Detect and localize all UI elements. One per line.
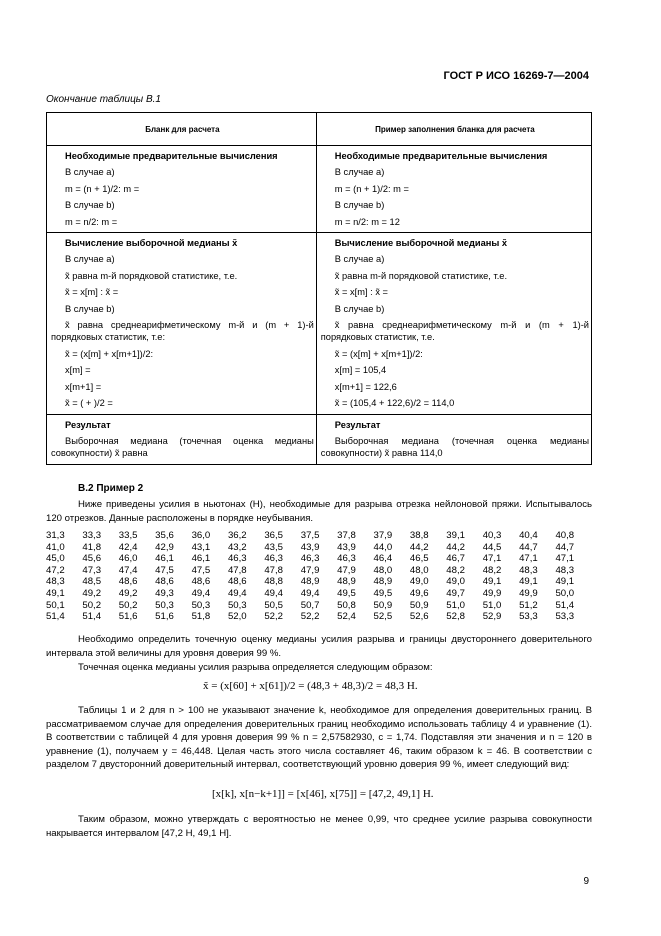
section-title: Результат — [334, 419, 381, 430]
section-title: Результат — [65, 419, 111, 430]
data-cell: 49,5 — [373, 587, 393, 599]
data-cell: 44,2 — [446, 541, 465, 553]
data-cell: 36,2 — [227, 530, 247, 541]
form-line: x̃ = ( + )/2 = — [65, 398, 113, 409]
form-line: В случае b) — [65, 303, 115, 314]
data-cell: 46,7 — [446, 553, 465, 565]
data-cell: 47,9 — [300, 564, 320, 576]
data-cell: 35,6 — [155, 530, 174, 541]
data-row — [46, 600, 592, 612]
data-cell: 42,9 — [155, 541, 174, 553]
data-cell: 49,1 — [519, 576, 538, 588]
data-cell: 48,3 — [555, 564, 575, 576]
form-line: m = (n + 1)/2: m = — [65, 183, 140, 194]
data-cell: 49,1 — [482, 576, 502, 588]
data-cell: 48,0 — [409, 564, 429, 576]
form-line: m = n/2: m = 12 — [334, 216, 400, 227]
data-cell: 53,3 — [555, 611, 575, 623]
section-title: Необходимые предварительные вычисления — [334, 151, 548, 161]
form-line: x[m] = — [65, 365, 91, 376]
data-cell: 36,0 — [191, 530, 211, 541]
data-cell: 50,7 — [300, 599, 320, 611]
data-cell: 40,4 — [519, 530, 538, 541]
data-cell: 44,7 — [519, 541, 538, 553]
left-section-result — [47, 414, 317, 464]
data-cell: 45,0 — [46, 553, 65, 565]
data-cell: 44,2 — [409, 541, 429, 553]
data-cell: 43,9 — [300, 541, 320, 553]
data-cell: 52,9 — [482, 611, 502, 623]
data-cell: 49,2 — [118, 587, 138, 599]
form-line: m = (n + 1)/2: m = — [334, 183, 409, 194]
data-cell: 46,3 — [227, 553, 247, 565]
paragraph: Точечная оценка медианы усилия разрыва определяется следующим образом: — [78, 662, 433, 674]
data-cell: 49,6 — [409, 587, 429, 599]
data-cell: 48,6 — [155, 576, 174, 588]
form-line: x̃ равна среднеарифметическому m-й и (m + 1)-й порядковых статистик, т.е: — [51, 320, 314, 343]
data-cell: 49,1 — [555, 576, 575, 588]
data-cell: 43,2 — [227, 541, 247, 553]
form-line: m = n/2: m = — [65, 216, 118, 227]
data-cell: 51,0 — [482, 599, 502, 611]
data-cell: 49,9 — [519, 587, 538, 599]
data-cell: 47,1 — [482, 553, 502, 565]
data-cell: 40,3 — [482, 530, 502, 541]
data-cell: 33,5 — [118, 530, 138, 541]
data-cell: 46,1 — [191, 553, 211, 565]
data-cell: 52,6 — [409, 611, 429, 623]
form-line: Выборочная медиана (точечная оценка медианы совокупности) x̃ равна 114,0 — [320, 436, 589, 459]
data-cell: 49,3 — [155, 587, 174, 599]
form-line: Выборочная медиана (точечная оценка медианы совокупности) x̃ равна — [51, 436, 314, 459]
text-block-1 — [46, 633, 592, 675]
section-title: Вычисление выборочной медианы x̃ — [334, 238, 508, 249]
form-line: x̃ равна m-й порядковой статистике, т.е. — [334, 270, 508, 281]
data-cell: 51,8 — [191, 611, 211, 623]
data-cell: 48,8 — [264, 576, 284, 588]
data-cell: 51,0 — [446, 599, 465, 611]
data-cell: 47,8 — [227, 564, 247, 576]
data-cell: 52,2 — [300, 611, 320, 623]
data-cell: 37,9 — [373, 530, 393, 541]
left-section-median — [47, 233, 317, 415]
data-row — [46, 542, 592, 554]
form-line: В случае b) — [334, 303, 385, 314]
data-cell: 48,6 — [118, 576, 138, 588]
data-cell: 50,1 — [46, 599, 65, 611]
data-cell: 48,2 — [482, 564, 502, 576]
text-block-3 — [46, 813, 592, 840]
data-cell: 37,8 — [337, 530, 356, 541]
form-line: В случае а) — [334, 254, 385, 265]
data-cell: 47,8 — [264, 564, 284, 576]
calculation-form-table — [46, 112, 592, 465]
data-cell: 48,2 — [446, 564, 465, 576]
data-cell: 46,3 — [300, 553, 320, 565]
data-cell: 50,5 — [264, 599, 284, 611]
data-cell: 50,9 — [409, 599, 429, 611]
data-cell: 52,4 — [337, 611, 356, 623]
data-cell: 46,3 — [264, 553, 284, 565]
data-cell: 49,1 — [46, 587, 65, 599]
interval-formula: [x[k], x[n−k+1]] = [x[46], x[75]] = [47,2, 49,1] Н. — [212, 788, 434, 800]
data-cell: 43,5 — [264, 541, 284, 553]
column-header-example: Пример заполнения бланка для расчета — [316, 113, 591, 146]
data-cell: 41,8 — [82, 541, 102, 553]
column-header-form: Бланк для расчета — [47, 113, 317, 146]
data-cell: 44,7 — [555, 541, 575, 553]
data-cell: 46,4 — [373, 553, 393, 565]
data-cell: 47,2 — [46, 564, 65, 576]
data-cell: 37,5 — [300, 530, 320, 541]
data-row — [46, 611, 592, 623]
data-cell: 47,1 — [519, 553, 538, 565]
data-cell: 49,5 — [337, 587, 356, 599]
data-cell: 48,9 — [300, 576, 320, 588]
document-header: ГОСТ Р ИСО 16269-7—2004 — [443, 70, 589, 82]
form-line: x[m] = 105,4 — [334, 365, 387, 376]
right-section-preliminary — [316, 146, 591, 233]
data-cell: 47,5 — [191, 564, 211, 576]
data-cell: 43,1 — [191, 541, 211, 553]
page-number: 9 — [583, 876, 589, 887]
data-cell: 48,6 — [227, 576, 247, 588]
data-row — [46, 588, 592, 600]
data-cell: 46,0 — [118, 553, 138, 565]
data-cell: 49,4 — [300, 587, 320, 599]
data-cell: 49,7 — [446, 587, 465, 599]
data-cell: 48,0 — [373, 564, 393, 576]
data-cell: 51,6 — [155, 611, 174, 623]
data-cell: 49,0 — [409, 576, 429, 588]
data-cell: 48,3 — [46, 576, 65, 588]
form-line: x̃ = (105,4 + 122,6)/2 = 114,0 — [334, 398, 455, 409]
paragraph: Необходимо определить точечную оценку медианы усилия разрыва и границы двустороннего доверительного интервала этой величины для уровня доверия 99 %. — [46, 634, 592, 659]
data-cell: 38,8 — [409, 530, 429, 541]
left-section-preliminary — [47, 146, 317, 233]
data-cell: 48,6 — [191, 576, 211, 588]
data-cell: 50,8 — [337, 599, 356, 611]
form-line: В случае а) — [65, 254, 115, 265]
data-cell: 48,5 — [82, 576, 102, 588]
data-cell: 52,2 — [264, 611, 284, 623]
data-cell: 46,3 — [337, 553, 356, 565]
paragraph: Таким образом, можно утверждать с вероятностью не менее 0,99, что среднее усилие разрыва совокупности накрывается интервалом [47,2 Н, 49,1 Н]. — [46, 814, 592, 839]
data-cell: 39,1 — [446, 530, 465, 541]
data-cell: 48,3 — [519, 564, 538, 576]
data-row — [46, 565, 592, 577]
data-table — [46, 530, 592, 623]
data-cell: 51,4 — [82, 611, 102, 623]
data-cell: 51,6 — [118, 611, 138, 623]
data-cell: 52,0 — [227, 611, 247, 623]
form-line: В случае b) — [65, 200, 115, 211]
right-section-median — [316, 233, 591, 415]
data-cell: 46,5 — [409, 553, 429, 565]
data-cell: 46,1 — [155, 553, 174, 565]
data-cell: 40,8 — [555, 530, 575, 541]
section-title: Необходимые предварительные вычисления — [65, 151, 278, 161]
median-formula: x̃ = (x[60] + x[61])/2 = (48,3 + 48,3)/2 = 48,3 Н. — [203, 680, 418, 692]
form-line: x̃ = x[m] : x̃ = — [65, 287, 119, 298]
intro-paragraph — [46, 498, 592, 525]
form-line: x̃ равна m-й порядковой статистике, т.е. — [65, 270, 238, 281]
section-title: Вычисление выборочной медианы x̃ — [65, 238, 238, 249]
form-line: x̃ = x[m] : x̃ = — [334, 287, 388, 298]
data-cell: 51,2 — [519, 599, 538, 611]
data-cell: 47,3 — [82, 564, 102, 576]
data-cell: 47,1 — [555, 553, 575, 565]
data-cell: 50,9 — [373, 599, 393, 611]
data-cell: 49,4 — [191, 587, 211, 599]
data-cell: 41,0 — [46, 541, 65, 553]
data-cell: 51,4 — [555, 599, 575, 611]
data-cell: 50,2 — [82, 599, 102, 611]
data-row — [46, 576, 592, 588]
data-cell: 49,9 — [482, 587, 502, 599]
data-cell: 42,4 — [118, 541, 138, 553]
form-line: В случае а) — [65, 167, 115, 178]
form-line: x[m+1] = — [65, 381, 102, 392]
data-row — [46, 553, 592, 565]
form-line: x̃ = (x[m] + x[m+1])/2: — [334, 349, 423, 360]
data-cell: 45,6 — [82, 553, 102, 565]
data-cell: 51,4 — [46, 611, 65, 623]
data-cell: 47,9 — [337, 564, 356, 576]
data-cell: 48,9 — [373, 576, 393, 588]
data-cell: 53,3 — [519, 611, 538, 623]
data-cell: 47,4 — [118, 564, 138, 576]
data-row — [46, 530, 592, 542]
form-line: В случае b) — [334, 200, 385, 211]
data-cell: 43,9 — [337, 541, 356, 553]
form-line: x̃ равна среднеарифметическому m-й и (m + 1)-й порядковых статистик, т.е. — [320, 320, 589, 343]
data-cell: 49,4 — [227, 587, 247, 599]
data-cell: 44,5 — [482, 541, 502, 553]
data-cell: 33,3 — [82, 530, 102, 541]
data-cell: 50,3 — [155, 599, 174, 611]
form-line: x[m+1] = 122,6 — [334, 381, 397, 392]
data-cell: 50,3 — [227, 599, 247, 611]
form-line: x̃ = (x[m] + x[m+1])/2: — [65, 349, 154, 360]
data-cell: 52,8 — [446, 611, 465, 623]
data-cell: 36,5 — [264, 530, 284, 541]
data-cell: 50,0 — [555, 587, 575, 599]
data-cell: 49,0 — [446, 576, 465, 588]
table-caption: Окончание таблицы В.1 — [46, 94, 161, 105]
form-line: В случае а) — [334, 167, 385, 178]
data-cell: 31,3 — [46, 530, 65, 541]
data-cell: 50,2 — [118, 599, 138, 611]
paragraph: Таблицы 1 и 2 для n > 100 не указывают значение k, необходимое для определения доверительных границ. В рассматриваемом случае для определения доверительных границ необходимо использовать таблицу 4 и уравнение (1). В соответствии с таблицей 4 для уровня доверия 99 % n = 2,57582930, c = 1,74. Подставляя эти значения и n = 120 в уравнение (1), получаем y = 46,448. Целая часть этого числа составляет 46, таким образом k = 46. В соответствии с разделом 7 двусторонний доверительный интервал, соответствующий уровню доверия 99 %, имеет следующий вид: — [46, 705, 592, 771]
paragraph: Ниже приведены усилия в ньютонах (Н), необходимые для разрыва отрезка нейлоновой пряжи. Испытывалось 120 отрезков. Данные расположены в порядке неубывания. — [46, 499, 592, 524]
data-cell: 49,4 — [264, 587, 284, 599]
data-cell: 48,9 — [337, 576, 356, 588]
data-cell: 50,3 — [191, 599, 211, 611]
data-cell: 49,2 — [82, 587, 102, 599]
section-heading: В.2 Пример 2 — [78, 483, 144, 494]
right-section-result — [316, 414, 591, 464]
data-cell: 52,5 — [373, 611, 393, 623]
data-cell: 44,0 — [373, 541, 393, 553]
text-block-2 — [46, 704, 592, 772]
data-cell: 47,5 — [155, 564, 174, 576]
